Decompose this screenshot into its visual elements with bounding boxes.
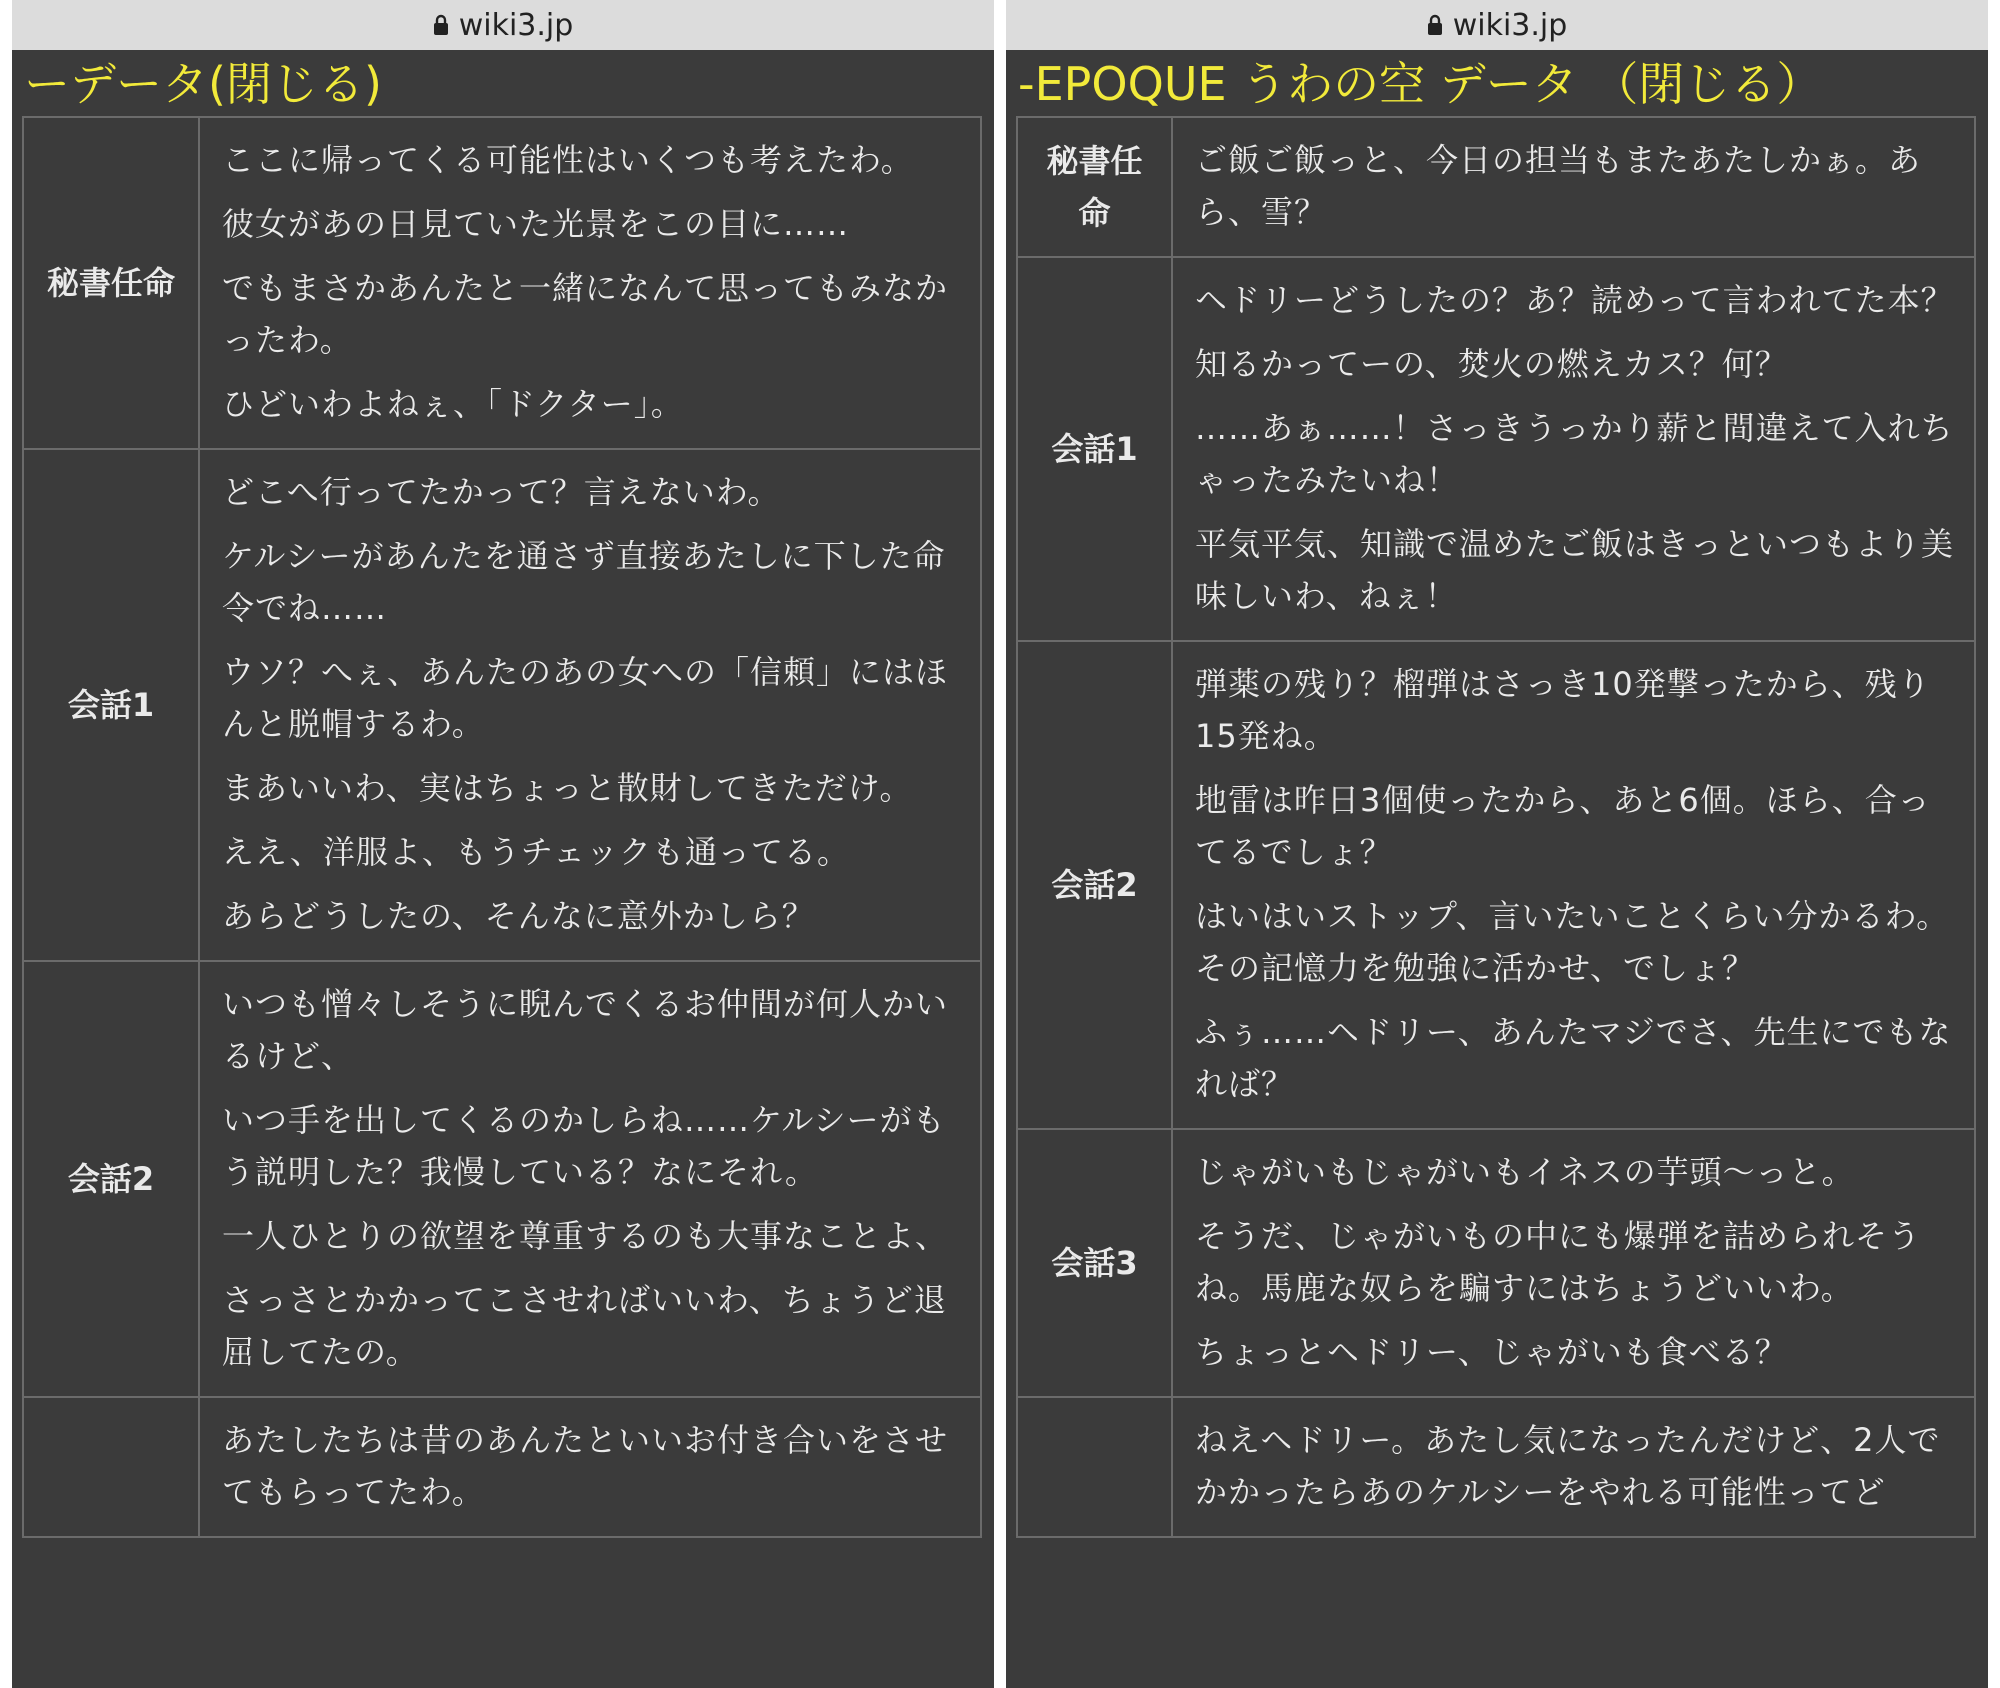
dialogue-line: ヘドリーどうしたの？あ？読めって言われてた本？ (1195, 281, 1954, 319)
dialogue-label (23, 1397, 199, 1537)
lock-icon (433, 14, 449, 36)
dialogue-line: ちょっとヘドリー、じゃがいも食べる？ (1195, 1333, 1788, 1371)
dialogue-table (22, 116, 982, 1538)
dialogue-row (23, 1397, 981, 1537)
dialogue-line: ねえヘドリー。あたし気になったんだけど、2人でかかったらあのケルシーをやれる可能性ってど (1195, 1421, 1941, 1511)
dialogue-line: ……あぁ……！さっきうっかり薪と間違えて入れちゃったみたいね！ (1195, 409, 1954, 499)
dialogue-text-cell (1172, 257, 1975, 641)
dialogue-line: 知るかってーの、焚火の燃えカス？何？ (1195, 345, 1788, 383)
dialogue-row (1017, 257, 1975, 641)
dialogue-row (23, 961, 981, 1397)
dialogue-label: 会話1 (23, 449, 199, 961)
dialogue-line: そうだ、じゃがいもの中にも爆弾を詰められそうね。馬鹿な奴らを騙すにはちょうどいいわ。 (1195, 1217, 1922, 1307)
dialogue-text-cell (1172, 1129, 1975, 1397)
dialogue-label: 秘書任命 (23, 117, 199, 449)
dialogue-line: いつも憎々しそうに睨んでくるお仲間が何人かいるけど、 (222, 985, 949, 1075)
dialogue-line: どこへ行ってたかって？言えないわ。 (222, 473, 781, 511)
dialogue-line: いつ手を出してくるのかしらね……ケルシーがもう説明した？我慢している？なにそれ。 (222, 1101, 946, 1191)
dialogue-line: さっさとかかってこさせればいいわ、ちょうど退屈してたの。 (222, 1281, 947, 1371)
dialogue-label: 秘書任命 (1017, 117, 1172, 257)
url-text: wiki3.jp (1452, 7, 1568, 43)
dialogue-line: 平気平気、知識で温めたご飯はきっといつもより美味しいわ、ねぇ！ (1195, 525, 1955, 615)
right-screenshot-panel (1006, 0, 1988, 1688)
dialogue-line: ひどいわよねぇ、「ドクター」。 (222, 385, 684, 423)
dialogue-text-cell (199, 961, 981, 1397)
dialogue-line: 弾薬の残り？榴弾はさっき10発撃ったから、残り15発ね。 (1195, 665, 1931, 755)
lock-icon (1427, 14, 1443, 36)
dialogue-label: 会話1 (1017, 257, 1172, 641)
address-bar[interactable] (1006, 0, 1988, 50)
dialogue-line: はいはいストップ、言いたいことくらい分かるわ。その記憶力を勉強に活かせ、でしょ？ (1195, 897, 1950, 987)
dialogue-line: 地雷は昨日3個使ったから、あと6個。ほら、合ってるでしょ？ (1195, 781, 1931, 871)
dialogue-line: 一人ひとりの欲望を尊重するのも大事なことよ、 (222, 1217, 949, 1255)
dialogue-row (1017, 1129, 1975, 1397)
dialogue-table (1016, 116, 1976, 1538)
dialogue-line: あたしたちは昔のあんたといいお付き合いをさせてもらってたわ。 (222, 1421, 949, 1511)
left-screenshot-panel (12, 0, 994, 1688)
dialogue-line: ここに帰ってくる可能性はいくつも考えたわ。 (222, 141, 914, 179)
dialogue-line: ふぅ……ヘドリー、あんたマジでさ、先生にでもなれば？ (1195, 1013, 1952, 1103)
dialogue-text-cell (1172, 641, 1975, 1129)
dialogue-line: まあいいわ、実はちょっと散財してきただけ。 (222, 769, 913, 807)
data-section-toggle[interactable]: -EPOQUE うわの空 データ （閉じる） (1018, 57, 1823, 111)
dialogue-row (1017, 641, 1975, 1129)
url-text: wiki3.jp (458, 7, 574, 43)
dialogue-label (1017, 1397, 1172, 1537)
dialogue-line: ご飯ご飯っと、今日の担当もまたあたしかぁ。あら、雪？ (1195, 141, 1922, 231)
dialogue-text-cell (199, 1397, 981, 1537)
dialogue-text-cell (199, 117, 981, 449)
dialogue-line: じゃがいもじゃがいもイネスの芋頭～っと。 (1195, 1153, 1855, 1191)
dialogue-line: ウソ？へぇ、あんたのあの女への「信頼」にはほんと脱帽するわ。 (222, 653, 949, 743)
dialogue-row (23, 117, 981, 449)
dialogue-label: 会話2 (1017, 641, 1172, 1129)
dialogue-row (1017, 117, 1975, 257)
dialogue-text-cell (199, 449, 981, 961)
dialogue-text-cell (1172, 1397, 1975, 1537)
dialogue-row (23, 449, 981, 961)
dialogue-label: 会話2 (23, 961, 199, 1397)
dialogue-line: ええ、洋服よ、もうチェックも通ってる。 (222, 833, 850, 871)
dialogue-line: あらどうしたの、そんなに意外かしら？ (222, 897, 815, 935)
dialogue-row (1017, 1397, 1975, 1537)
dialogue-line: でもまさかあんたと一緒になんて思ってもみなかったわ。 (222, 269, 949, 359)
dialogue-line: ケルシーがあんたを通さず直接あたしに下した命令でね…… (222, 537, 946, 627)
dialogue-line: 彼女があの日見ていた光景をこの目に…… (222, 205, 850, 243)
address-bar[interactable] (12, 0, 994, 50)
data-section-toggle[interactable]: ーデータ(閉じる) (24, 57, 382, 111)
dialogue-text-cell (1172, 117, 1975, 257)
dialogue-label: 会話3 (1017, 1129, 1172, 1397)
